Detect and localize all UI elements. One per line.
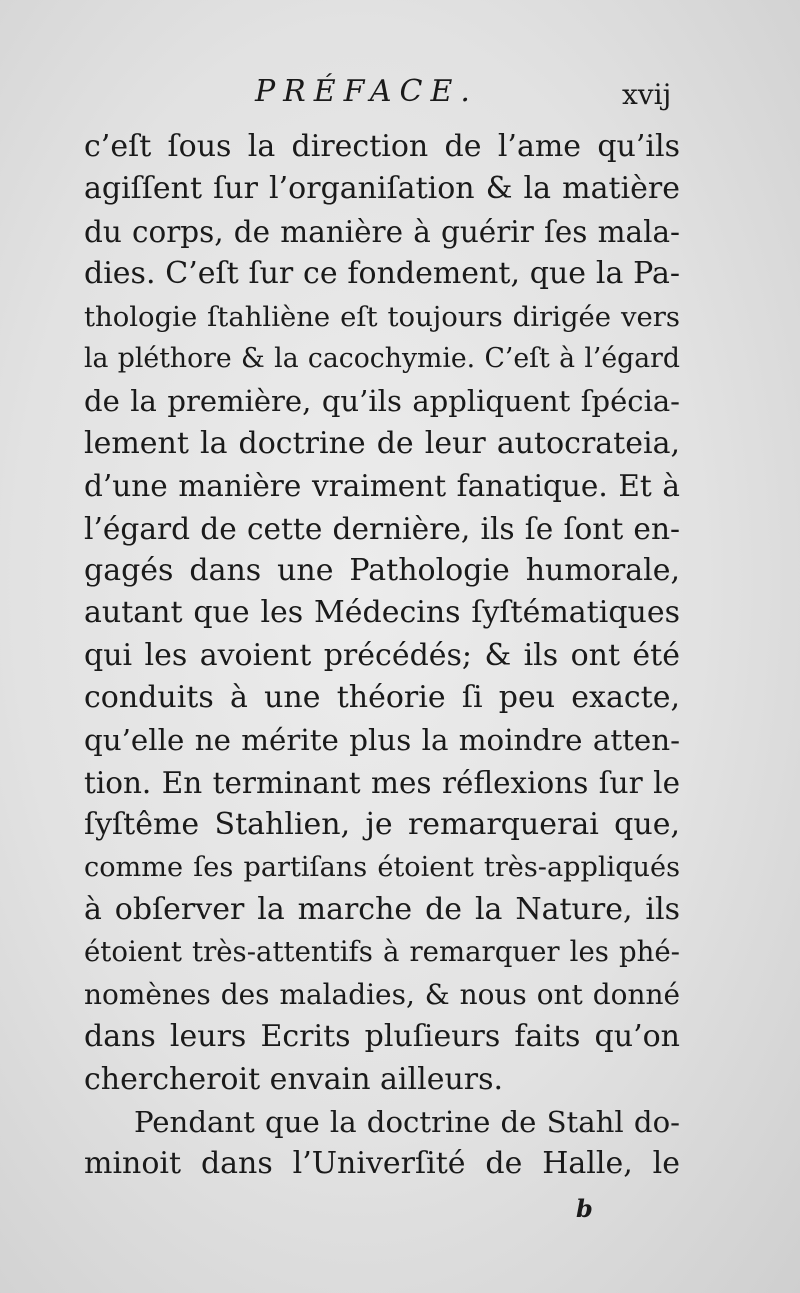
- text-line: comme ſes partiſans étoient très-appliqués: [84, 851, 680, 883]
- text-line: agiſſent ſur l’organiſation & la matière: [84, 171, 680, 207]
- running-title: PRÉFACE.: [255, 74, 478, 109]
- text-line: nomènes des maladies, & nous ont donné: [84, 977, 680, 1011]
- text-line: d’une manière vraiment fanatique. Et à: [84, 469, 680, 504]
- text-line: Pendant que la doctrine de Stahl do-: [134, 1104, 680, 1139]
- text-line: étoient très-attentifs à remarquer les phé-: [84, 935, 680, 969]
- body-text: [84, 126, 680, 1186]
- text-line: conduits à une théorie ſi peu exacte,: [84, 680, 680, 716]
- text-line: dans leurs Ecrits pluſieurs faits qu’on: [84, 1019, 680, 1055]
- text-line: chercheroit envain ailleurs.: [84, 1061, 504, 1097]
- text-line: tion. En terminant mes réflexions ſur le: [84, 765, 680, 800]
- paragraph-1: [84, 126, 680, 1101]
- text-line: qu’elle ne mérite plus la moindre atten-: [84, 723, 680, 758]
- text-line: gagés dans une Pathologie humorale,: [84, 552, 680, 588]
- text-line: de la première, qu’ils appliquent ſpécia-: [84, 384, 680, 419]
- text-line: du corps, de manière à guérir ſes mala-: [84, 214, 680, 249]
- text-line: ſyſtême Stahlien, je remarquerai que,: [84, 807, 680, 843]
- text-line: l’égard de cette dernière, ils ſe ſont en-: [84, 511, 680, 546]
- text-line: la pléthore & la cacochymie. C’eſt à l’égard: [84, 342, 680, 374]
- text-line: à obſerver la marche de la Nature, ils: [84, 892, 680, 928]
- text-line: lement la doctrine de leur autocrateia,: [84, 425, 680, 461]
- text-line: thologie ſtahliène eſt toujours dirigée vers: [84, 300, 680, 333]
- text-line: minoit dans l’Univerſité de Halle, le: [84, 1146, 680, 1182]
- signature-mark: b: [576, 1194, 593, 1223]
- page-number: xvij: [622, 78, 672, 111]
- text-line: autant que les Médecins ſyſtématiques: [84, 595, 680, 631]
- text-line: qui les avoient précédés; & ils ont été: [84, 637, 680, 673]
- page-header: [0, 74, 800, 118]
- text-line: dies. C’eſt ſur ce fondement, que la Pa-: [84, 256, 680, 292]
- paragraph-2: [84, 1101, 680, 1186]
- text-line: c’eſt ſous la direction de l’ame qu’ils: [84, 129, 680, 164]
